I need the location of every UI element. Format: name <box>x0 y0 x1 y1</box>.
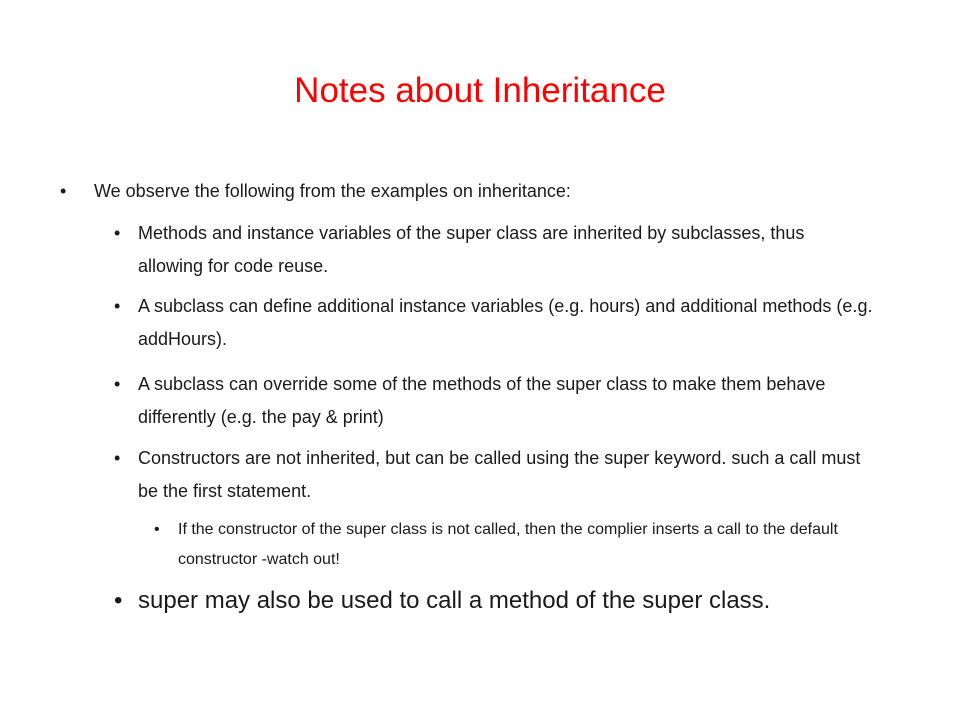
bullet-text: A subclass can define additional instance variables (e.g. hours) and additional methods (e.g. addHours). <box>138 296 873 349</box>
bullet-item-level2 <box>114 368 874 434</box>
bullet-item-level3 <box>154 515 904 575</box>
bullet-marker: • <box>60 181 67 201</box>
bullet-item-level2 <box>114 290 874 356</box>
bullet-text: Constructors are not inherited, but can be called using the super keyword. such a call must be the first statement. <box>138 448 861 501</box>
bullet-marker: • <box>114 296 121 316</box>
bullet-text: Methods and instance variables of the super class are inherited by subclasses, thus allowing for code reuse. <box>138 223 805 276</box>
slide-title: Notes about Inheritance <box>294 71 666 110</box>
bullet-item-large <box>114 584 914 618</box>
bullet-marker: • <box>114 223 121 243</box>
bullet-marker: • <box>114 374 121 394</box>
bullet-text: If the constructor of the super class is not called, then the complier inserts a call to the default constructor -watch out! <box>178 521 838 568</box>
bullet-marker: • <box>154 521 160 538</box>
bullet-text: super may also be used to call a method of the super class. <box>138 587 771 614</box>
bullet-item-level2 <box>114 442 874 508</box>
bullet-marker: • <box>114 587 123 614</box>
bullet-text: We observe the following from the examples on inheritance: <box>94 181 571 201</box>
bullet-item-level2 <box>114 217 874 283</box>
bullet-item-level1 <box>60 178 900 204</box>
bullet-marker: • <box>114 448 121 468</box>
bullet-text: A subclass can override some of the methods of the super class to make them behave differently (e.g. the pay & print) <box>138 374 826 427</box>
